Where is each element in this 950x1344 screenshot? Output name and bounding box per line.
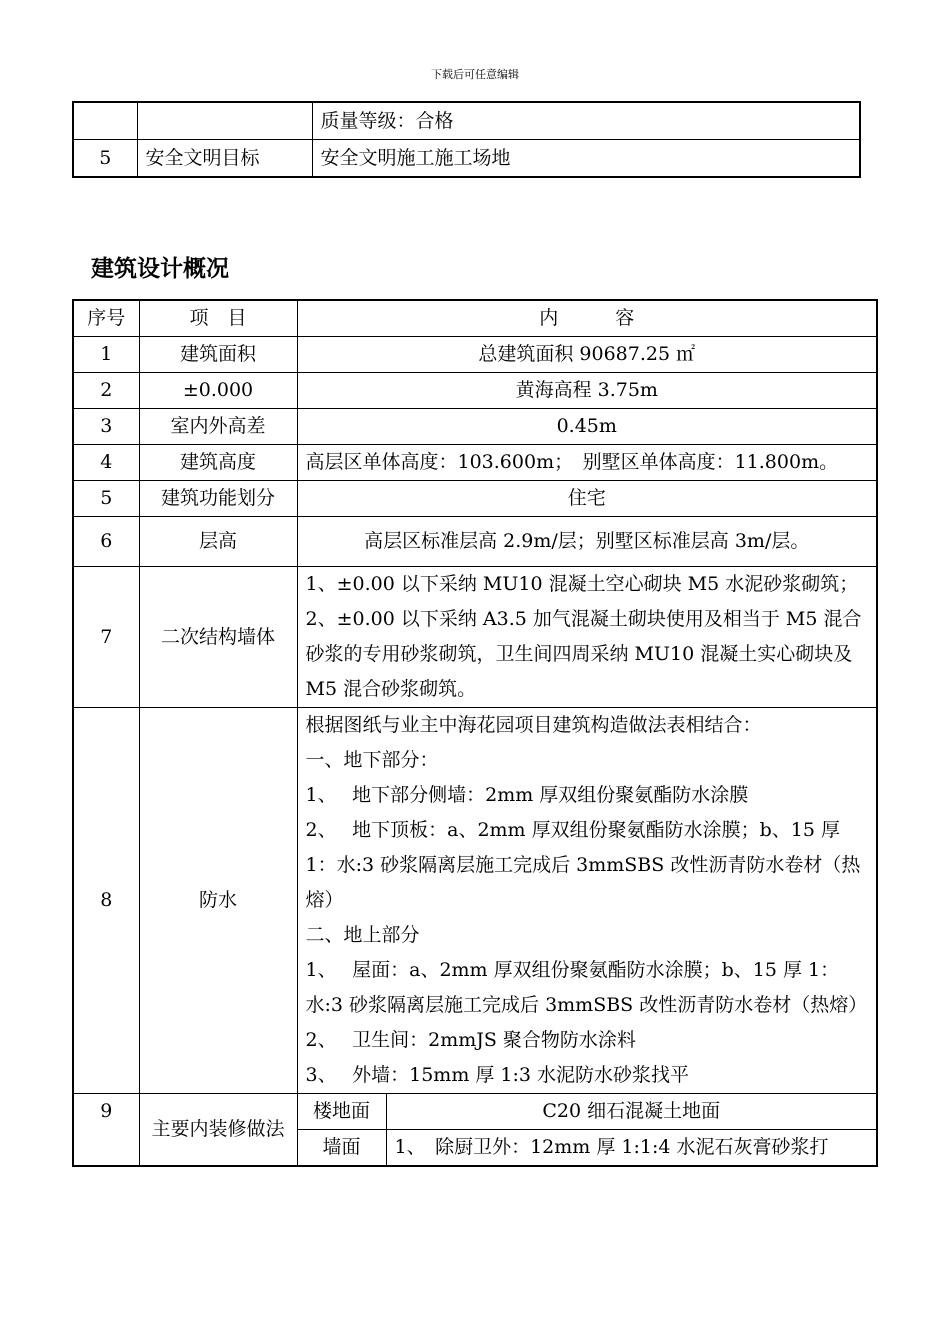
table-row [73,445,877,481]
row-number: 4 [73,445,139,481]
aboveground-item-2: 2、 卫生间：2mmJS 聚合物防水涂料 [305,1029,636,1051]
floor-label: 楼地面 [297,1094,386,1130]
row-item: ±0.000 [139,373,297,409]
header-content: 内 容 [297,300,877,337]
header-item: 项 目 [139,300,297,337]
wall-line-2: 2、±0.00 以下采纳 A3.5 加气混凝土砌块使用及相当于 M5 混合砂浆的专用砂浆砌筑，卫生间四周采纳 MU10 混凝土实心砌块及 M5 混合砂浆砌筑。 [305,608,862,700]
row-content: 住宅 [297,481,877,517]
header-note: 下载后可任意编辑 [431,68,519,81]
row-item: 二次结构墙体 [139,567,297,708]
table-row [73,373,877,409]
row-content: 0.45m [297,409,877,445]
underground-title: 一、地下部分： [305,749,439,771]
row-number: 6 [73,517,139,567]
wall-line-1: 1、±0.00 以下采纳 MU10 混凝土空心砌块 M5 水泥砂浆砌筑； [305,573,859,595]
row-number: 8 [73,708,139,1094]
aboveground-item-3: 3、 外墙：15mm 厚 1:3 水泥防水砂浆找平 [305,1064,690,1086]
table-row [73,567,877,708]
table-row [73,517,877,567]
row-number: 5 [73,481,139,517]
row-item: 建筑高度 [139,445,297,481]
row-number [73,102,137,140]
floor-content: C20 细石混凝土地面 [386,1094,877,1130]
row-content: 质量等级：合格 [312,102,860,140]
design-overview-table [72,299,878,1167]
aboveground-item-1: 1、 屋面：a、2mm 厚双组份聚氨酯防水涂膜；b、15 厚 1：水:3 砂浆隔离层施工完成后 3mmSBS 改性沥青防水卷材（热熔） [305,959,868,1016]
row-number: 5 [73,140,137,178]
row-item: 建筑面积 [139,337,297,373]
row-item: 室内外高差 [139,409,297,445]
table-row [73,140,860,178]
table-header-row [73,300,877,337]
row-number: 7 [73,567,139,708]
row-item: 建筑功能划分 [139,481,297,517]
table-row [73,708,877,1094]
row-item: 防水 [139,708,297,1094]
row-content: 高层区单体高度：103.600m； 别墅区单体高度：11.800m。 [297,445,877,481]
table-row [73,102,860,140]
table-row [73,1094,877,1130]
section-title: 建筑设计概况 [91,256,229,282]
row-content [297,708,877,1094]
underground-item-1: 1、 地下部分侧墙：2mm 厚双组份聚氨酯防水涂膜 [305,784,749,806]
underground-item-2: 2、 地下顶板：a、2mm 厚双组份聚氨酯防水涂膜；b、15 厚 1：水:3 砂浆隔离层施工完成后 3mmSBS 改性沥青防水卷材（热熔） [305,819,861,911]
row-content: 总建筑面积 90687.25 ㎡ [297,337,877,373]
row-item: 层高 [139,517,297,567]
row-content: 高层区标准层高 2.9m/层；别墅区标准层高 3m/层。 [297,517,877,567]
row-item: 主要内装修做法 [139,1094,297,1167]
wall-label: 墙面 [297,1130,386,1167]
row-number: 3 [73,409,139,445]
row-item: 安全文明目标 [137,140,312,178]
quality-goal-table [72,101,861,178]
table-row [73,409,877,445]
row-number: 9 [73,1094,139,1167]
row-content: 安全文明施工施工场地 [312,140,860,178]
row-item [137,102,312,140]
wall-content: 1、 除厨卫外：12mm 厚 1:1:4 水泥石灰膏砂浆打 [386,1130,877,1167]
waterproof-intro: 根据图纸与业主中海花园项目建筑构造做法表相结合： [305,714,762,736]
aboveground-title: 二、地上部分 [305,924,420,946]
row-content [297,567,877,708]
row-number: 1 [73,337,139,373]
row-content: 黄海高程 3.75m [297,373,877,409]
table-row [73,481,877,517]
table-row [73,337,877,373]
header-number: 序号 [73,300,139,337]
row-number: 2 [73,373,139,409]
